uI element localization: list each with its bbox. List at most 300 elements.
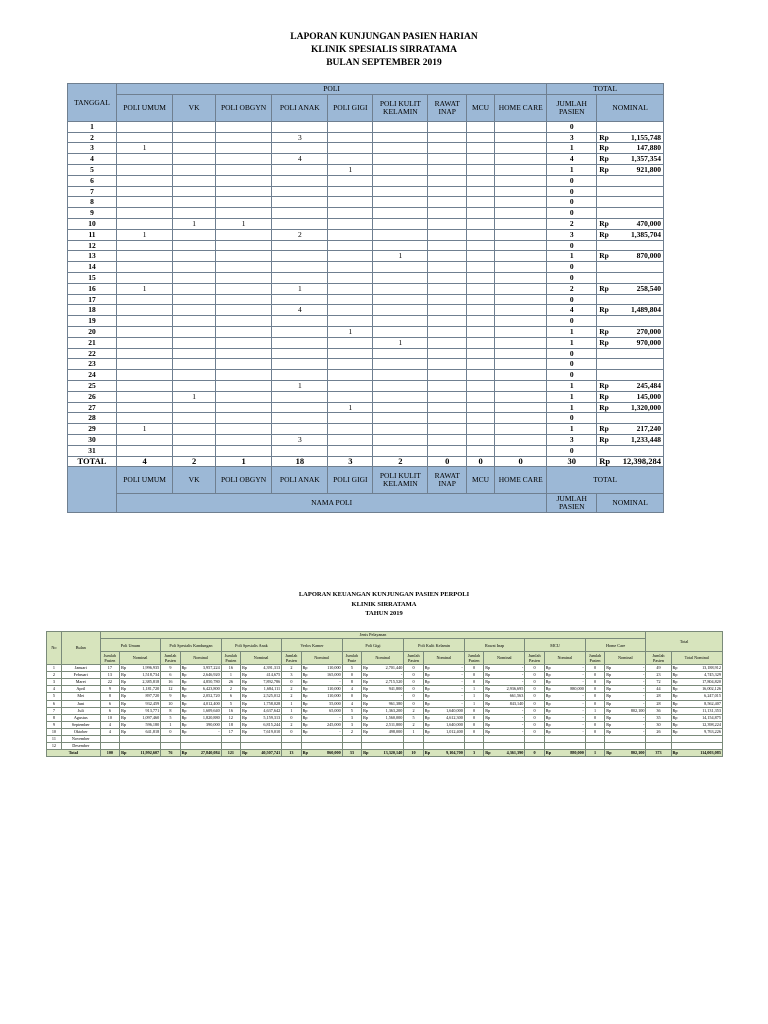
- amount-value: 4,637,642: [263, 707, 281, 713]
- total-jumlah-cell: 26: [646, 728, 671, 735]
- currency-label: Rp: [121, 679, 126, 685]
- total-nominal-cell: [671, 665, 722, 672]
- jumlah-cell: 0: [585, 672, 604, 679]
- nominal-cell: [423, 743, 464, 750]
- header-row: [47, 639, 723, 652]
- day-cell: 3: [68, 143, 117, 154]
- count-cell: [495, 326, 547, 337]
- count-cell: [215, 143, 271, 154]
- jumlah-cell: 8: [100, 693, 119, 700]
- total-jumlah-cell: 30: [547, 456, 597, 467]
- amount-value: 4,391,313: [263, 665, 281, 671]
- table-row: [68, 154, 664, 165]
- day-cell: 2: [68, 132, 117, 143]
- no-cell: 8: [47, 714, 62, 721]
- table-row: [68, 186, 664, 197]
- header-row: [47, 632, 723, 639]
- amount-value: 245,484: [636, 380, 661, 390]
- amount-value: -: [461, 679, 463, 685]
- count-cell: [495, 186, 547, 197]
- jumlah-cell: 0: [585, 700, 604, 707]
- count-cell: [373, 208, 428, 219]
- no-cell: 5: [47, 693, 62, 700]
- footer-column-label: POLI UMUM: [116, 467, 172, 494]
- amount-value: 860,000: [327, 750, 341, 756]
- amount-value: 843,140: [509, 700, 524, 706]
- table-row: [47, 700, 723, 707]
- count-cell: [116, 413, 172, 424]
- count-cell: [328, 121, 373, 132]
- count-cell: [215, 337, 271, 348]
- jumlah-cell: 0: [525, 686, 544, 693]
- currency-label: Rp: [672, 665, 678, 671]
- nominal-cell: [301, 686, 342, 693]
- day-cell: 6: [68, 175, 117, 186]
- count-cell: [373, 218, 428, 229]
- footer-column-label: VK: [173, 467, 216, 494]
- count-cell: [495, 305, 547, 316]
- jumlah-cell: 0: [404, 679, 423, 686]
- total-nominal-cell: [484, 750, 525, 757]
- currency-label: Rp: [599, 218, 609, 228]
- currency-label: Rp: [599, 424, 609, 434]
- amount-value: 498,000: [388, 728, 403, 734]
- table-row: [68, 272, 664, 283]
- count-cell: [428, 143, 467, 154]
- amount-value: 4,850,780: [202, 679, 220, 685]
- amount-value: 1,320,000: [631, 402, 661, 412]
- currency-label: Rp: [599, 251, 609, 261]
- currency-label: Rp: [599, 337, 609, 347]
- amount-value: -: [400, 672, 403, 678]
- nominal-cell: [597, 143, 664, 154]
- table-row: [68, 240, 664, 251]
- footer-jumlah-label: JUMLAH PASIEN: [547, 494, 597, 513]
- day-cell: 25: [68, 380, 117, 391]
- count-cell: [328, 424, 373, 435]
- jumlah-cell: 1: [221, 672, 240, 679]
- currency-label: Rp: [424, 700, 430, 706]
- count-cell: 1: [328, 326, 373, 337]
- nominal-cell: [362, 700, 404, 707]
- count-cell: 3: [272, 434, 328, 445]
- nominal-cell: [423, 672, 464, 679]
- currency-label: Rp: [242, 721, 247, 727]
- currency-label: Rp: [242, 672, 247, 678]
- total-nominal-cell: [671, 721, 722, 728]
- count-cell: [328, 370, 373, 381]
- jumlah-cell: 1: [464, 693, 483, 700]
- amount-value: 1,609,640: [202, 707, 220, 713]
- nominal-cell: [597, 240, 664, 251]
- table-row: [68, 283, 664, 294]
- count-cell: [467, 316, 495, 327]
- count-cell: [173, 164, 216, 175]
- total-jumlah-cell: 33: [342, 750, 361, 757]
- jumlah-cell: 17: [221, 728, 240, 735]
- amount-value: 1,233,448: [631, 434, 661, 444]
- nominal-cell: [362, 714, 404, 721]
- nominal-cell: [544, 743, 585, 750]
- footer-nominal-label: NOMINAL: [597, 494, 664, 513]
- currency-label: Rp: [485, 672, 491, 678]
- nominal-cell: [484, 743, 525, 750]
- day-cell: 19: [68, 316, 117, 327]
- count-cell: [215, 132, 271, 143]
- bulan-cell: November: [61, 736, 100, 743]
- amount-value: 2,525,012: [263, 693, 281, 699]
- count-cell: [428, 240, 467, 251]
- amount-value: 961,380: [388, 700, 403, 706]
- nominal-cell: [180, 686, 221, 693]
- table-row: [68, 391, 664, 402]
- count-cell: [328, 380, 373, 391]
- currency-label: Rp: [424, 672, 430, 678]
- count-cell: [116, 175, 172, 186]
- jumlah-cell: 9: [100, 686, 119, 693]
- bulan-cell: Agustus: [61, 714, 100, 721]
- jumlah-cell: 4: [547, 154, 597, 165]
- count-cell: [428, 359, 467, 370]
- jumlah-cell: 8: [161, 707, 180, 714]
- currency-label: Rp: [363, 721, 368, 727]
- nominal-cell: [120, 693, 161, 700]
- table-row: [47, 693, 723, 700]
- count-cell: [428, 262, 467, 273]
- nominal-cell: [301, 707, 342, 714]
- count-cell: [495, 424, 547, 435]
- count-cell: [173, 326, 216, 337]
- currency-label: Rp: [302, 672, 308, 678]
- count-cell: [116, 272, 172, 283]
- jumlah-cell: 6: [100, 700, 119, 707]
- nominal-cell: [180, 665, 221, 672]
- day-cell: 9: [68, 208, 117, 219]
- count-cell: [328, 240, 373, 251]
- jumlah-cell: 1: [161, 721, 180, 728]
- currency-label: Rp: [121, 750, 127, 756]
- amount-value: -: [521, 672, 524, 678]
- service-group-header: Poli Gigi: [342, 639, 404, 652]
- count-cell: [373, 413, 428, 424]
- count-cell: [428, 132, 467, 143]
- amount-value: 1,097,460: [142, 714, 160, 720]
- count-cell: [495, 272, 547, 283]
- total-jumlah-cell: 49: [646, 665, 671, 672]
- nominal-cell: [241, 672, 282, 679]
- count-cell: [495, 348, 547, 359]
- nominal-header: Nominal: [484, 652, 525, 665]
- jumlah-cell: 1: [547, 164, 597, 175]
- amount-value: 1,385,704: [631, 229, 661, 239]
- nominal-cell: [484, 693, 525, 700]
- count-cell: [467, 186, 495, 197]
- count-cell: [467, 413, 495, 424]
- jumlah-cell: 4: [342, 700, 361, 707]
- currency-label: Rp: [606, 721, 612, 727]
- currency-label: Rp: [363, 714, 368, 720]
- jumlah-cell: 2: [404, 721, 423, 728]
- jumlah-cell: 0: [525, 679, 544, 686]
- count-cell: [428, 272, 467, 283]
- currency-label: Rp: [485, 721, 491, 727]
- count-cell: [116, 121, 172, 132]
- currency-label: Rp: [424, 714, 430, 720]
- amount-value: -: [582, 728, 584, 734]
- jumlah-cell: 5: [161, 714, 180, 721]
- currency-label: Rp: [424, 665, 430, 671]
- jumlah-cell: 2: [547, 283, 597, 294]
- count-cell: [373, 305, 428, 316]
- jumlah-pasien-header: Jumlah Pasie: [342, 652, 361, 665]
- jumlah-pasien-header: Jumlah Pasien: [161, 652, 180, 665]
- count-cell: [373, 240, 428, 251]
- currency-label: Rp: [485, 714, 491, 720]
- jumlah-pasien-header: Jumlah Pasien: [100, 652, 119, 665]
- report2-title-line: LAPORAN KEUANGAN KUNJUNGAN PASIEN PERPOLI: [298, 591, 470, 598]
- nominal-cell: [120, 686, 161, 693]
- jumlah-cell: 13: [100, 672, 119, 679]
- nominal-cell: [605, 686, 646, 693]
- day-cell: 23: [68, 359, 117, 370]
- count-cell: [467, 337, 495, 348]
- nominal-cell: [180, 736, 221, 743]
- jumlah-cell: 0: [464, 672, 483, 679]
- count-cell: [116, 305, 172, 316]
- nominal-cell: [301, 700, 342, 707]
- jumlah-cell: 9: [161, 693, 180, 700]
- count-cell: [215, 294, 271, 305]
- amount-value: -: [582, 693, 584, 699]
- column-header: VK: [173, 94, 216, 121]
- day-cell: 30: [68, 434, 117, 445]
- currency-label: Rp: [485, 686, 491, 692]
- nominal-cell: [180, 707, 221, 714]
- no-cell: 4: [47, 686, 62, 693]
- table-row: [68, 197, 664, 208]
- amount-value: 1,684,111: [263, 686, 281, 692]
- total-jumlah-cell: 28: [646, 700, 671, 707]
- total-jumlah-cell: 100: [100, 750, 119, 757]
- footer-blank: [68, 467, 117, 513]
- day-cell: 5: [68, 164, 117, 175]
- currency-label: Rp: [181, 714, 187, 720]
- jumlah-cell: 10: [100, 714, 119, 721]
- table-row: [47, 679, 723, 686]
- count-cell: [428, 164, 467, 175]
- count-cell: 1: [373, 337, 428, 348]
- nominal-cell: [241, 736, 282, 743]
- currency-label: Rp: [121, 707, 126, 713]
- count-cell: [495, 208, 547, 219]
- count-cell: [272, 348, 328, 359]
- amount-value: -: [461, 665, 463, 671]
- currency-label: Rp: [121, 665, 126, 671]
- total-nominal-cell: [362, 750, 404, 757]
- table-row: [68, 121, 664, 132]
- table-row: [68, 229, 664, 240]
- amount-value: 65,000: [329, 707, 341, 713]
- count-cell: 1: [328, 402, 373, 413]
- jumlah-cell: 5: [221, 700, 240, 707]
- currency-label: Rp: [181, 721, 187, 727]
- count-cell: [373, 424, 428, 435]
- count-cell: [173, 370, 216, 381]
- nominal-cell: [597, 294, 664, 305]
- count-cell: [173, 445, 216, 456]
- service-group-header: Poli Kulit Kelamin: [404, 639, 465, 652]
- count-cell: [272, 370, 328, 381]
- count-cell: [428, 424, 467, 435]
- amount-value: 11,131,353: [702, 707, 721, 713]
- count-cell: [215, 413, 271, 424]
- jumlah-cell: 2: [282, 721, 301, 728]
- count-cell: [495, 380, 547, 391]
- nominal-cell: [180, 679, 221, 686]
- nominal-cell: [597, 316, 664, 327]
- nominal-header: Nominal: [120, 652, 161, 665]
- bulan-cell: September: [61, 721, 100, 728]
- count-cell: [173, 154, 216, 165]
- currency-label: Rp: [363, 728, 368, 734]
- currency-label: Rp: [242, 693, 247, 699]
- nominal-cell: [423, 721, 464, 728]
- jumlah-cell: 0: [342, 693, 361, 700]
- total-jumlah-cell: 76: [161, 750, 180, 757]
- nominal-cell: [241, 679, 282, 686]
- no-cell: 12: [47, 743, 62, 750]
- count-cell: [173, 294, 216, 305]
- nominal-cell: [484, 728, 525, 735]
- jumlah-cell: 1: [547, 391, 597, 402]
- table-row: [68, 348, 664, 359]
- amount-value: 40,507,741: [261, 750, 281, 756]
- currency-label: Rp: [599, 132, 609, 142]
- total-jumlah-cell: 30: [646, 721, 671, 728]
- amount-value: -: [521, 721, 524, 727]
- footer-total-label: TOTAL: [547, 467, 664, 494]
- amount-value: 7,619,010: [263, 728, 281, 734]
- currency-label: Rp: [606, 714, 612, 720]
- amount-value: -: [643, 714, 645, 720]
- nominal-header: NOMINAL: [597, 94, 664, 121]
- amount-value: -: [461, 686, 463, 692]
- service-group-header: Poli Spesialis Anak: [221, 639, 282, 652]
- currency-label: Rp: [363, 672, 368, 678]
- column-header: POLI GIGI: [328, 94, 373, 121]
- count-cell: [495, 434, 547, 445]
- amount-value: -: [521, 714, 524, 720]
- count-cell: [495, 197, 547, 208]
- count-cell: [495, 445, 547, 456]
- jumlah-cell: 8: [342, 679, 361, 686]
- day-cell: 14: [68, 262, 117, 273]
- count-cell: [373, 143, 428, 154]
- count-cell: [373, 164, 428, 175]
- jumlah-cell: 0: [585, 721, 604, 728]
- currency-label: Rp: [599, 380, 609, 390]
- jumlah-cell: 0: [547, 316, 597, 327]
- amount-value: 110,000: [327, 693, 341, 699]
- jumlah-cell: [404, 743, 423, 750]
- nominal-cell: [180, 714, 221, 721]
- count-cell: [272, 121, 328, 132]
- jumlah-cell: 0: [585, 665, 604, 672]
- currency-label: Rp: [672, 707, 678, 713]
- jumlah-pasien-header: Jumlah Pasien: [464, 652, 483, 665]
- amount-value: -: [400, 693, 403, 699]
- count-cell: [215, 121, 271, 132]
- jumlah-cell: 4: [547, 305, 597, 316]
- total-count-cell: 18: [272, 456, 328, 467]
- count-cell: [428, 326, 467, 337]
- column-header: MCU: [467, 94, 495, 121]
- total-group-header: TOTAL: [547, 84, 664, 95]
- count-cell: [116, 164, 172, 175]
- jumlah-cell: 1: [404, 728, 423, 735]
- count-cell: [495, 229, 547, 240]
- currency-label: Rp: [302, 700, 308, 706]
- amount-value: 1,012,400: [446, 728, 463, 734]
- amount-value: 12,398,224: [702, 721, 721, 727]
- currency-label: Rp: [363, 693, 368, 699]
- jumlah-cell: 0: [525, 700, 544, 707]
- table-row: [68, 175, 664, 186]
- currency-label: Rp: [672, 693, 678, 699]
- count-cell: [328, 132, 373, 143]
- grand-total-nominal: [671, 750, 722, 757]
- nominal-cell: [544, 693, 585, 700]
- day-cell: 11: [68, 229, 117, 240]
- jumlah-cell: 3: [547, 434, 597, 445]
- currency-label: Rp: [302, 714, 308, 720]
- jumlah-cell: 0: [525, 693, 544, 700]
- currency-label: Rp: [181, 672, 187, 678]
- nominal-cell: [597, 380, 664, 391]
- amount-value: 880,000: [570, 686, 584, 692]
- count-cell: [215, 359, 271, 370]
- nominal-cell: [484, 672, 525, 679]
- count-cell: [373, 434, 428, 445]
- count-cell: [116, 316, 172, 327]
- jumlah-cell: 3: [547, 132, 597, 143]
- count-cell: 3: [272, 132, 328, 143]
- count-cell: [495, 175, 547, 186]
- currency-label: Rp: [424, 728, 430, 734]
- nominal-cell: [120, 665, 161, 672]
- amount-value: -: [643, 672, 645, 678]
- count-cell: [116, 402, 172, 413]
- count-cell: [215, 391, 271, 402]
- nominal-cell: [544, 707, 585, 714]
- table-row: [68, 262, 664, 273]
- amount-value: 16,002,126: [702, 686, 721, 692]
- jumlah-cell: 0: [547, 175, 597, 186]
- total-nominal-cell: [671, 707, 722, 714]
- nominal-cell: [362, 686, 404, 693]
- count-cell: [173, 359, 216, 370]
- amount-value: 147,880: [636, 143, 661, 153]
- count-cell: [173, 413, 216, 424]
- currency-label: Rp: [606, 679, 612, 685]
- jumlah-cell: 0: [547, 413, 597, 424]
- total-nominal-cell: [671, 700, 722, 707]
- amount-value: -: [218, 728, 220, 734]
- count-cell: [467, 197, 495, 208]
- amount-value: 641,818: [145, 728, 160, 734]
- count-cell: [467, 391, 495, 402]
- table-row: [68, 413, 664, 424]
